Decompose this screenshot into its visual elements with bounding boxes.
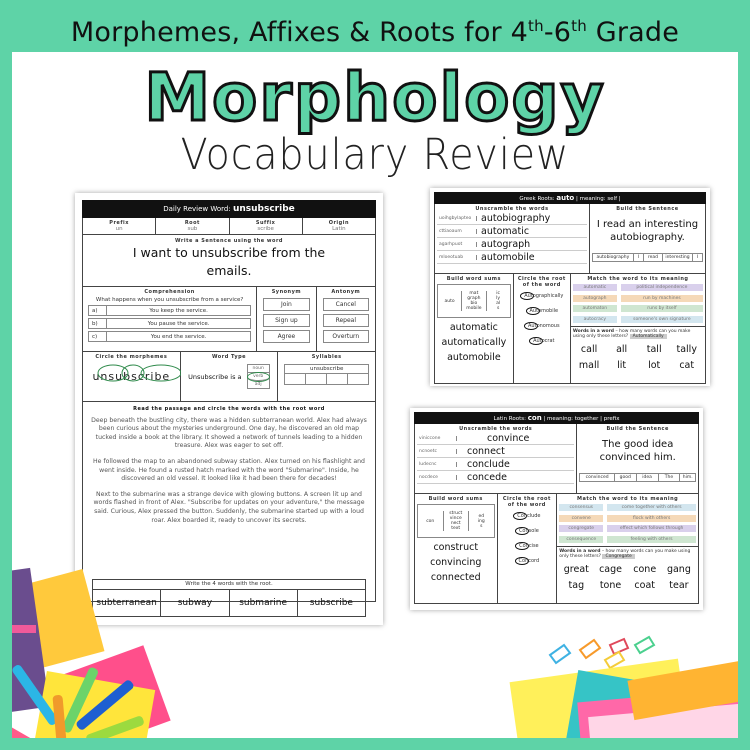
page-subtitle: Vocabulary Review <box>180 130 570 180</box>
word-type: Word Type Unsubscribe is a noun verb adj <box>181 352 279 401</box>
ws3-word-sums: Build word sums con struct vince nect text ed ing s construct convincing connected <box>415 494 498 603</box>
page-title: Morphology <box>144 59 606 136</box>
root-word: subscribe <box>309 598 353 608</box>
ws1-word-parts <box>82 218 376 235</box>
ws2-word-sums: Build word sums auto mat graph bio mobile ic ly al s automatic automatically automobile <box>435 274 514 383</box>
passage-paragraph: Deep beneath the bustling city, there was a hidden subterranean world. Alex had always been curious about the mysteries underground. One day, he discovered an old map tucked inside a book at the library. It showed a network of tunnels leading to a hidden treasure. Alex was eager to set off. <box>91 416 367 450</box>
part-prefix: Prefix un <box>83 218 156 234</box>
ws2-build-sentence: Build the Sentence I read an interesting autobiography. autobiography I read interesting I <box>590 204 705 273</box>
passage-paragraph: He followed the map to an abandoned subway station. Alex turned on his flashlight and went inside. He found a rusted hatch marked with the word "Submarine". Inside, he discovered an old vessel. It looked like it had been there for decades! <box>93 457 365 483</box>
comp-option-a: a) You keep the service. <box>88 305 251 316</box>
circle-morphemes: Circle the morphemes unsubscribe <box>83 352 181 401</box>
ws3-build-sentence: Build the Sentence The good idea convinced him. convinced good idea The him. <box>577 424 698 493</box>
ws2-unscramble: Unscramble the words uoihgbylapteo autobiography cttiaoaum automatic agarhpuot autograph mloeotuab automobile <box>435 204 590 273</box>
ws2-header: Greek Roots: auto | meaning: self | <box>434 192 706 204</box>
ws3-match-meaning: Match the word to its meaning consensus come together with others convene flock with others congregate effect which follows through consequence feeling with others Words in a word – how many words can you make using only these letters? Congregate great cage cone gang tag tone coat tear <box>557 494 698 603</box>
ws1-synonyms: Synonym Join Sign up Agree <box>257 287 316 351</box>
passage-paragraph: Next to the submarine was a strange device with glowing buttons. A screen lit up and words flashed in front of Alex. "Subscribe for updates on your adventure," the message said. Curious, Alex pressed the button. Suddenly, the submarine started up with a loud roar. Alex boarded it, ready to uncover its secrets. <box>93 490 365 524</box>
ws2-circle-root: Circle the root of the word Autographically Automobile Autonomous Autocrat <box>514 274 571 383</box>
syllables: Syllables unsubscribe <box>278 352 375 401</box>
ws1-morpheme-row <box>82 352 376 402</box>
ws1-sentence: I want to unsubscribe from the emails. <box>132 245 326 278</box>
ws1-passage: Read the passage and circle the words with the root word Deep beneath the bustling city, there was a hidden subterranean world. Alex had always been curious about the mysteries underground. One day, he discovered an old map tucked inside a book at the library. It showed a network of tunnels leading to a hidden treasure. Alex was eager to set off. He followed the map to an abandoned subway station. Alex turned on his flashlight and went inside. He found a rusted hatch marked with the word "Submarine". Inside, he discovered an old vessel. It looked like it had been there for decades! Next to the submarine was a strange device with glowing buttons. A screen lit up and words flashed in front of Alex. "Subscribe for updates on your adventure," the message said. Curious, Alex pressed the button. Suddenly, the submarine started up with a loud roar. Alex boarded it, ready to uncover its secrets. <box>82 402 376 602</box>
part-origin: Origin Latin <box>328 220 350 232</box>
root-word: submarine <box>230 590 298 617</box>
school-supplies-left <box>0 560 180 750</box>
school-supplies-right <box>430 600 750 750</box>
ws1-four-words: Write the 4 words with the root. subterranean subway submarine subscribe <box>92 579 366 617</box>
root-word: subterranean <box>93 590 161 617</box>
ws2-match-meaning: Match the word to its meaning automatic political independence autograph run by machines automaton runs by itself autocracy someone's own signature Words in a word – how many words can you make using only these letters? Automatically call all tall tally mall lit lot cat <box>571 274 705 383</box>
top-banner <box>0 0 750 52</box>
banner-text: Morphemes, Affixes & Roots for 4th-6th Grade <box>70 17 680 48</box>
ws3-header: Latin Roots: con | meaning: together | prefix <box>414 412 699 424</box>
worksheet-latin-con <box>410 408 703 610</box>
part-root: Root sub <box>156 218 229 234</box>
ws3-unscramble: Unscramble the words viniccone convince ncnoetc connect ludecnc conclude nocdece concede <box>415 424 577 493</box>
ws1-header: Daily Review Word: unsubscribe <box>82 200 376 218</box>
root-word: subway <box>161 590 229 617</box>
ws3-circle-root: Circle the root of the word Conclude Console Concise Concord <box>498 494 558 603</box>
worksheet-greek-auto <box>430 188 710 386</box>
ws1-antonyms: Antonym Cancel Repeal Overturn <box>317 287 375 351</box>
comp-option-b: b) You pause the service. <box>88 318 251 329</box>
circle-marks <box>91 363 181 383</box>
comp-option-c: c) You end the service. <box>88 331 251 342</box>
ws1-comprehension: Comprehension What happens when you unsubscribe from a service? a) You keep the service. b) You pause the service. c) You end the service. Synonym Join Sign up Agree Antonym Cancel Repeal Overturn <box>82 287 376 352</box>
part-suffix: Suffix scribe <box>230 218 303 234</box>
ws1-sentence-box: Write a Sentence using the word I want to unsubscribe from the emails. <box>82 235 376 287</box>
